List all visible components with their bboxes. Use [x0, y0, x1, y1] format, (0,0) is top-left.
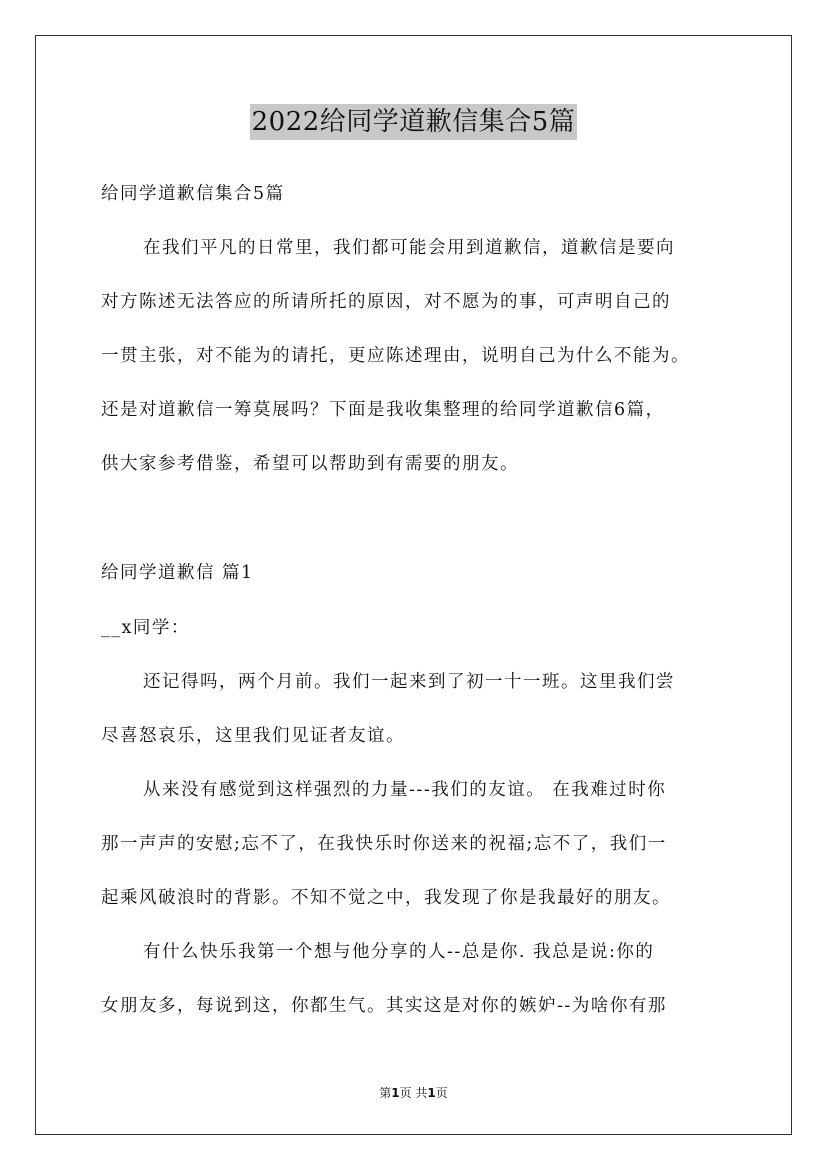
body-line-3: 从来没有感觉到这样强烈的力量---我们的友谊。 在我难过时你 [143, 780, 667, 800]
body-line-2: 尽喜怒哀乐，这里我们见证者友谊。 [101, 726, 405, 746]
section-heading: 给同学道歉信 篇1 [101, 563, 254, 583]
body-line-4: 那一声声的安慰;忘不了，在我快乐时你送来的祝福;忘不了，我们一 [101, 834, 667, 854]
body-line-1: 还记得吗，两个月前。我们一起来到了初一十一班。这里我们尝 [143, 672, 675, 692]
document-title: 2022给同学道歉信集合5篇 [250, 104, 578, 140]
footer-page-total: 1 [427, 1086, 436, 1100]
intro-line-1: 在我们平凡的日常里，我们都可能会用到道歉信，道歉信是要向 [143, 238, 675, 258]
footer-page-suffix: 页 [435, 1086, 448, 1100]
footer-page-current: 1 [391, 1086, 400, 1100]
intro-line-4: 还是对道歉信一筹莫展吗？下面是我收集整理的给同学道歉信6篇， [101, 400, 665, 420]
body-line-5: 起乘风破浪时的背影。不知不觉之中，我发现了你是我最好的朋友。 [101, 888, 671, 908]
page-footer [0, 1085, 827, 1101]
body-line-7: 女朋友多，每说到这，你都生气。其实这是对你的嫉妒--为啥你有那 [101, 996, 667, 1016]
salutation: __x同学： [101, 618, 190, 638]
intro-line-5: 供大家参考借鉴，希望可以帮助到有需要的朋友。 [101, 454, 519, 474]
body-line-6: 有什么快乐我第一个想与他分享的人--总是你. 我总是说:你的 [143, 942, 655, 962]
title-wrap [0, 104, 827, 140]
intro-line-2: 对方陈述无法答应的所请所托的原因，对不愿为的事，可声明自己的 [101, 292, 671, 312]
footer-page-mid: 页 共 [399, 1086, 428, 1100]
document-subtitle: 给同学道歉信集合5篇 [101, 184, 285, 204]
intro-line-3: 一贯主张，对不能为的请托，更应陈述理由，说明自己为什么不能为。 [101, 346, 690, 366]
footer-page-prefix: 第 [379, 1086, 392, 1100]
